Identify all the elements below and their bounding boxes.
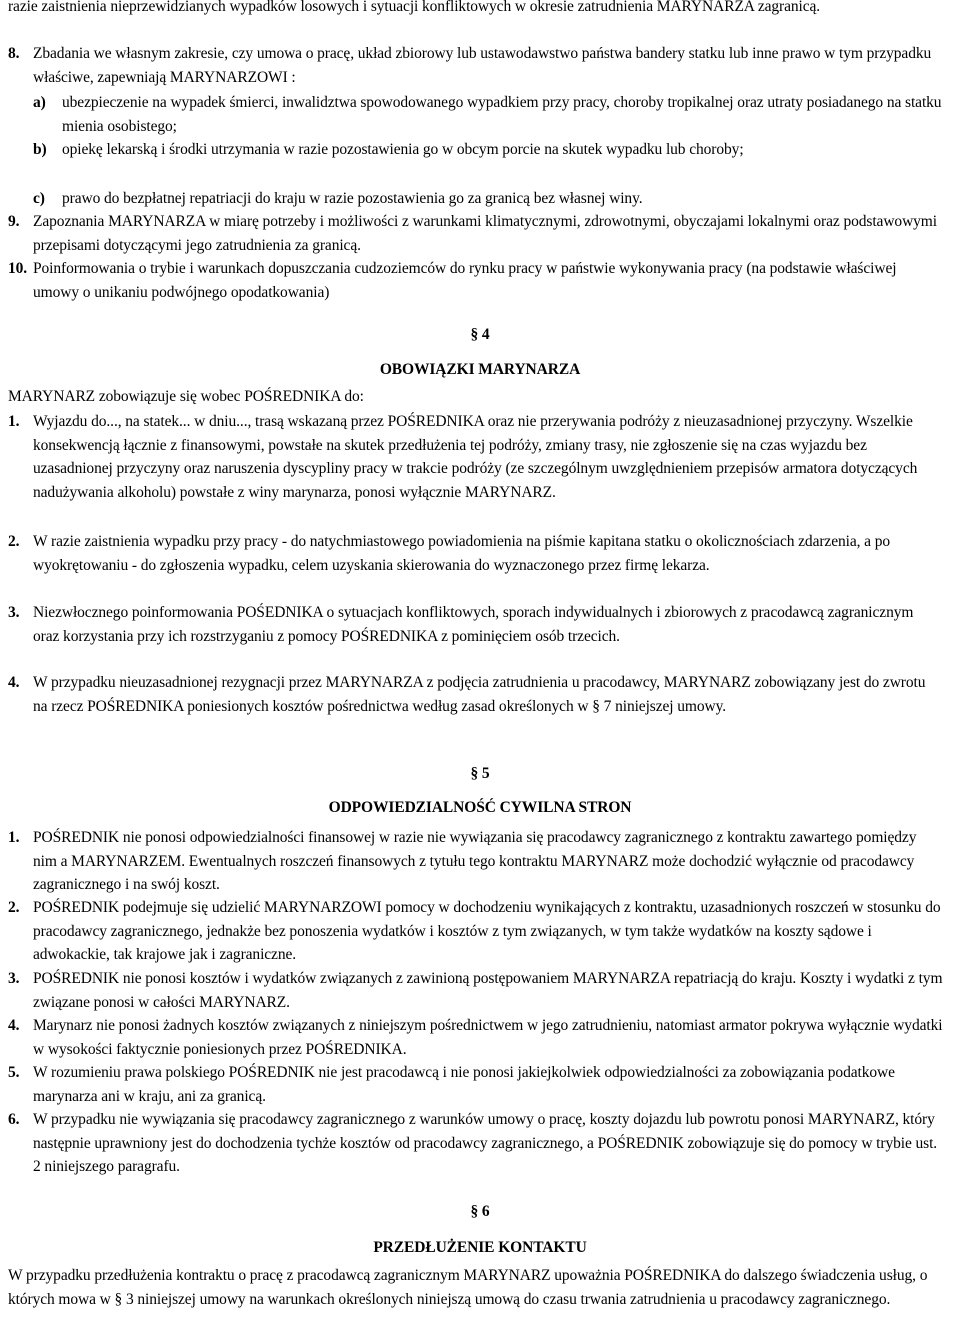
- s4-item-2: [8, 530, 943, 577]
- sub-item-a: [33, 91, 943, 138]
- section-title-6: PRZEDŁUŻENIE KONTAKTU: [373, 1239, 587, 1256]
- s4-item-3: [8, 601, 943, 648]
- sub-item-text: prawo do bezpłatnej repatriacji do kraju w razie pozostawienia go za granicą bez własnej winy.: [62, 190, 643, 207]
- item-text: POŚREDNIK nie ponosi odpowiedzialności finansowej w razie nie wywiązania się pracodawcy zagranicznego z kontraktu zawartego pomiędzy nim a MARYNARZEM. Ewentualnych roszczeń finansowych z tytułu tego kontraktu MARYNARZ może dochodzić wyłącznie od pracodawcy zagranicznego i na swój koszt.: [33, 829, 917, 893]
- sub-item-text: ubezpieczenie na wypadek śmierci, inwalidztwa spowodowanego wypadkiem przy pracy, choroby tropikalnej oraz utraty posiadanego na statku mienia osobistego;: [62, 94, 942, 135]
- item-text: W przypadku nie wywiązania się pracodawcy zagranicznego z warunków umowy o pracę, koszty dojazdu lub powrotu ponosi MARYNARZ, który następnie uprawniony jest do dochodzenia tychże kosztów od pracodawcy zagranicznego, a POŚREDNIK zobowiązuje się do pomocy w trybie ust. 2 niniejszego paragrafu.: [33, 1111, 938, 1175]
- section-4-lead: MARYNARZ zobowiązuje się wobec POŚREDNIKA do:: [8, 388, 364, 405]
- item-text: Zapoznania MARYNARZA w miarę potrzeby i możliwości z warunkami klimatycznymi, zdrowotnymi, obyczajami lokalnymi oraz podstawowymi przepisami dotyczącymi jego zatrudnienia za granicą.: [33, 213, 937, 254]
- item-number: 2.: [8, 533, 20, 550]
- section-title-4: OBOWIĄZKI MARYNARZA: [379, 361, 581, 378]
- list-item-10: [8, 257, 943, 304]
- section-number-5: § 5: [470, 765, 490, 782]
- item-number: 1.: [8, 413, 20, 430]
- item-number: 6.: [8, 1111, 20, 1128]
- section-number-4: § 4: [470, 326, 490, 343]
- item-number: 4.: [8, 1017, 20, 1034]
- s5-item-3: [8, 967, 943, 1014]
- sub-item-c: [33, 187, 943, 211]
- s4-item-4: [8, 671, 943, 718]
- item-number: 2.: [8, 899, 20, 916]
- section-6-text: W przypadku przedłużenia kontraktu o pracę z pracodawcą zagranicznym MARYNARZ upoważnia POŚREDNIKA do dalszego świadczenia usług, o których mowa w § 3 niniejszej umowy na warunkach określonych niniejszą umową do czasu trwania zatrudnienia u pracodawcy zagranicznego.: [8, 1267, 928, 1308]
- s5-item-6: [8, 1108, 943, 1179]
- sub-item-letter: c): [33, 190, 45, 207]
- s5-item-1: [8, 826, 943, 897]
- s5-item-4: [8, 1014, 943, 1061]
- item-text: W razie zaistnienia wypadku przy pracy - do natychmiastowego powiadomienia na piśmie kapitana statku o okolicznościach zdarzenia, a po wyokrętowaniu - do zgłoszenia wypadku, celem uzyskania skierowania do wyznaczonego przez firmę lekarza.: [33, 533, 891, 574]
- item-number: 1.: [8, 829, 20, 846]
- item-text: POŚREDNIK podejmuje się udzielić MARYNARZOWI pomocy w dochodzeniu wynikających z kontraktu, uzasadnionych roszczeń w stosunku do pracodawcy zagranicznego, jednakże bez ponoszenia wydatków i kosztów z tym związanych, w tym także wydatków na koszty sądowe i adwokackie, tak krajowe jak i zagraniczne.: [33, 899, 941, 963]
- item-text: Wyjazdu do..., na statek... w dniu..., trasą wskazaną przez POŚREDNIKA oraz nie przerywania podróży z nieuzasadnionej przyczyny. Wszelkie konsekwencją łącznie z finansowymi, powstałe na skutek przedłużenia tej podróży, zmiany trasy, nie zgłoszenie się na czas wyjazdu bez uzasadnionej przyczyny oraz naruszenia dyscypliny pracy w trakcie podróży (ze szczególnym uwzględnieniem przepisów armatora dotyczących nadużywania alkoholu) powstałe z winy marynarza, ponosi wyłącznie MARYNARZ.: [33, 413, 918, 501]
- item-number: 8.: [8, 45, 20, 62]
- sub-item-text: opiekę lekarską i środki utrzymania w razie pozostawienia go w obcym porcie na skutek wypadku lub choroby;: [62, 141, 744, 158]
- item-text: W przypadku nieuzasadnionej rezygnacji przez MARYNARZA z podjęcia zatrudnienia u pracodawcy, MARYNARZ zobowiązany jest do zwrotu na rzecz POŚREDNIKA poniesionych kosztów pośrednictwa według zasad określonych w § 7 niniejszej umowy.: [33, 674, 926, 715]
- s5-item-2: [8, 896, 943, 967]
- sub-item-letter: b): [33, 141, 47, 158]
- item-text: Niezwłocznego poinformowania POŚEDNIKA o sytuacjach konfliktowych, sporach indywidualnych i zbiorowych z pracodawcą zagranicznym oraz korzystania przy ich rozstrzyganiu z pomocy POŚREDNIKA z pominięciem osób trzecich.: [33, 604, 914, 645]
- item-number: 3.: [8, 604, 20, 621]
- item-text: Poinformowania o trybie i warunkach dopuszczania cudzoziemców do rynku pracy w państwie wykonywania pracy (na podstawie właściwej umowy o unikaniu podwójnego opodatkowania): [33, 260, 897, 301]
- item-text: W rozumieniu prawa polskiego POŚREDNIK nie jest pracodawcą i nie ponosi jakiejkolwiek odpowiedzialności za zobowiązania podatkowe marynarza ani w kraju, ani za granicą.: [33, 1064, 895, 1105]
- item-number: 10.: [8, 260, 28, 277]
- sub-item-letter: a): [33, 94, 46, 111]
- section-title-5: ODPOWIEDZIALNOŚĆ CYWILNA STRON: [328, 799, 632, 816]
- section-number-6: § 6: [470, 1203, 490, 1220]
- s4-item-1: [8, 410, 943, 504]
- item-number: 5.: [8, 1064, 20, 1081]
- item-number: 4.: [8, 674, 20, 691]
- list-item-9: [8, 210, 943, 257]
- item-text: Zbadania we własnym zakresie, czy umowa o pracę, układ zbiorowy lub ustawodawstwo państwa bandery statku lub inne prawo w tym przypadku właściwe, zapewniają MARYNARZOWI :: [33, 45, 932, 86]
- item-text: POŚREDNIK nie ponosi kosztów i wydatków związanych z zawinioną postępowaniem MARYNARZA repatriacją do kraju. Koszty i wydatki z tym związane ponosi w całości MARYNARZ.: [33, 970, 943, 1011]
- item-number: 3.: [8, 970, 20, 987]
- item-number: 9.: [8, 213, 20, 230]
- item-text: Marynarz nie ponosi żadnych kosztów związanych z niniejszym pośrednictwem w jego zatrudnieniu, natomiast armator pokrywa wyłącznie wydatki w wysokości faktycznie poniesionych przez POŚREDNIKA.: [33, 1017, 943, 1058]
- sub-item-b: [33, 138, 943, 162]
- list-item-8: [8, 42, 943, 89]
- intro-continuation: razie zaistnienia nieprzewidzianych wypadków losowych i sytuacji konfliktowych w okresie zatrudnienia MARYNARZA zagranicą.: [8, 0, 821, 15]
- s5-item-5: [8, 1061, 943, 1108]
